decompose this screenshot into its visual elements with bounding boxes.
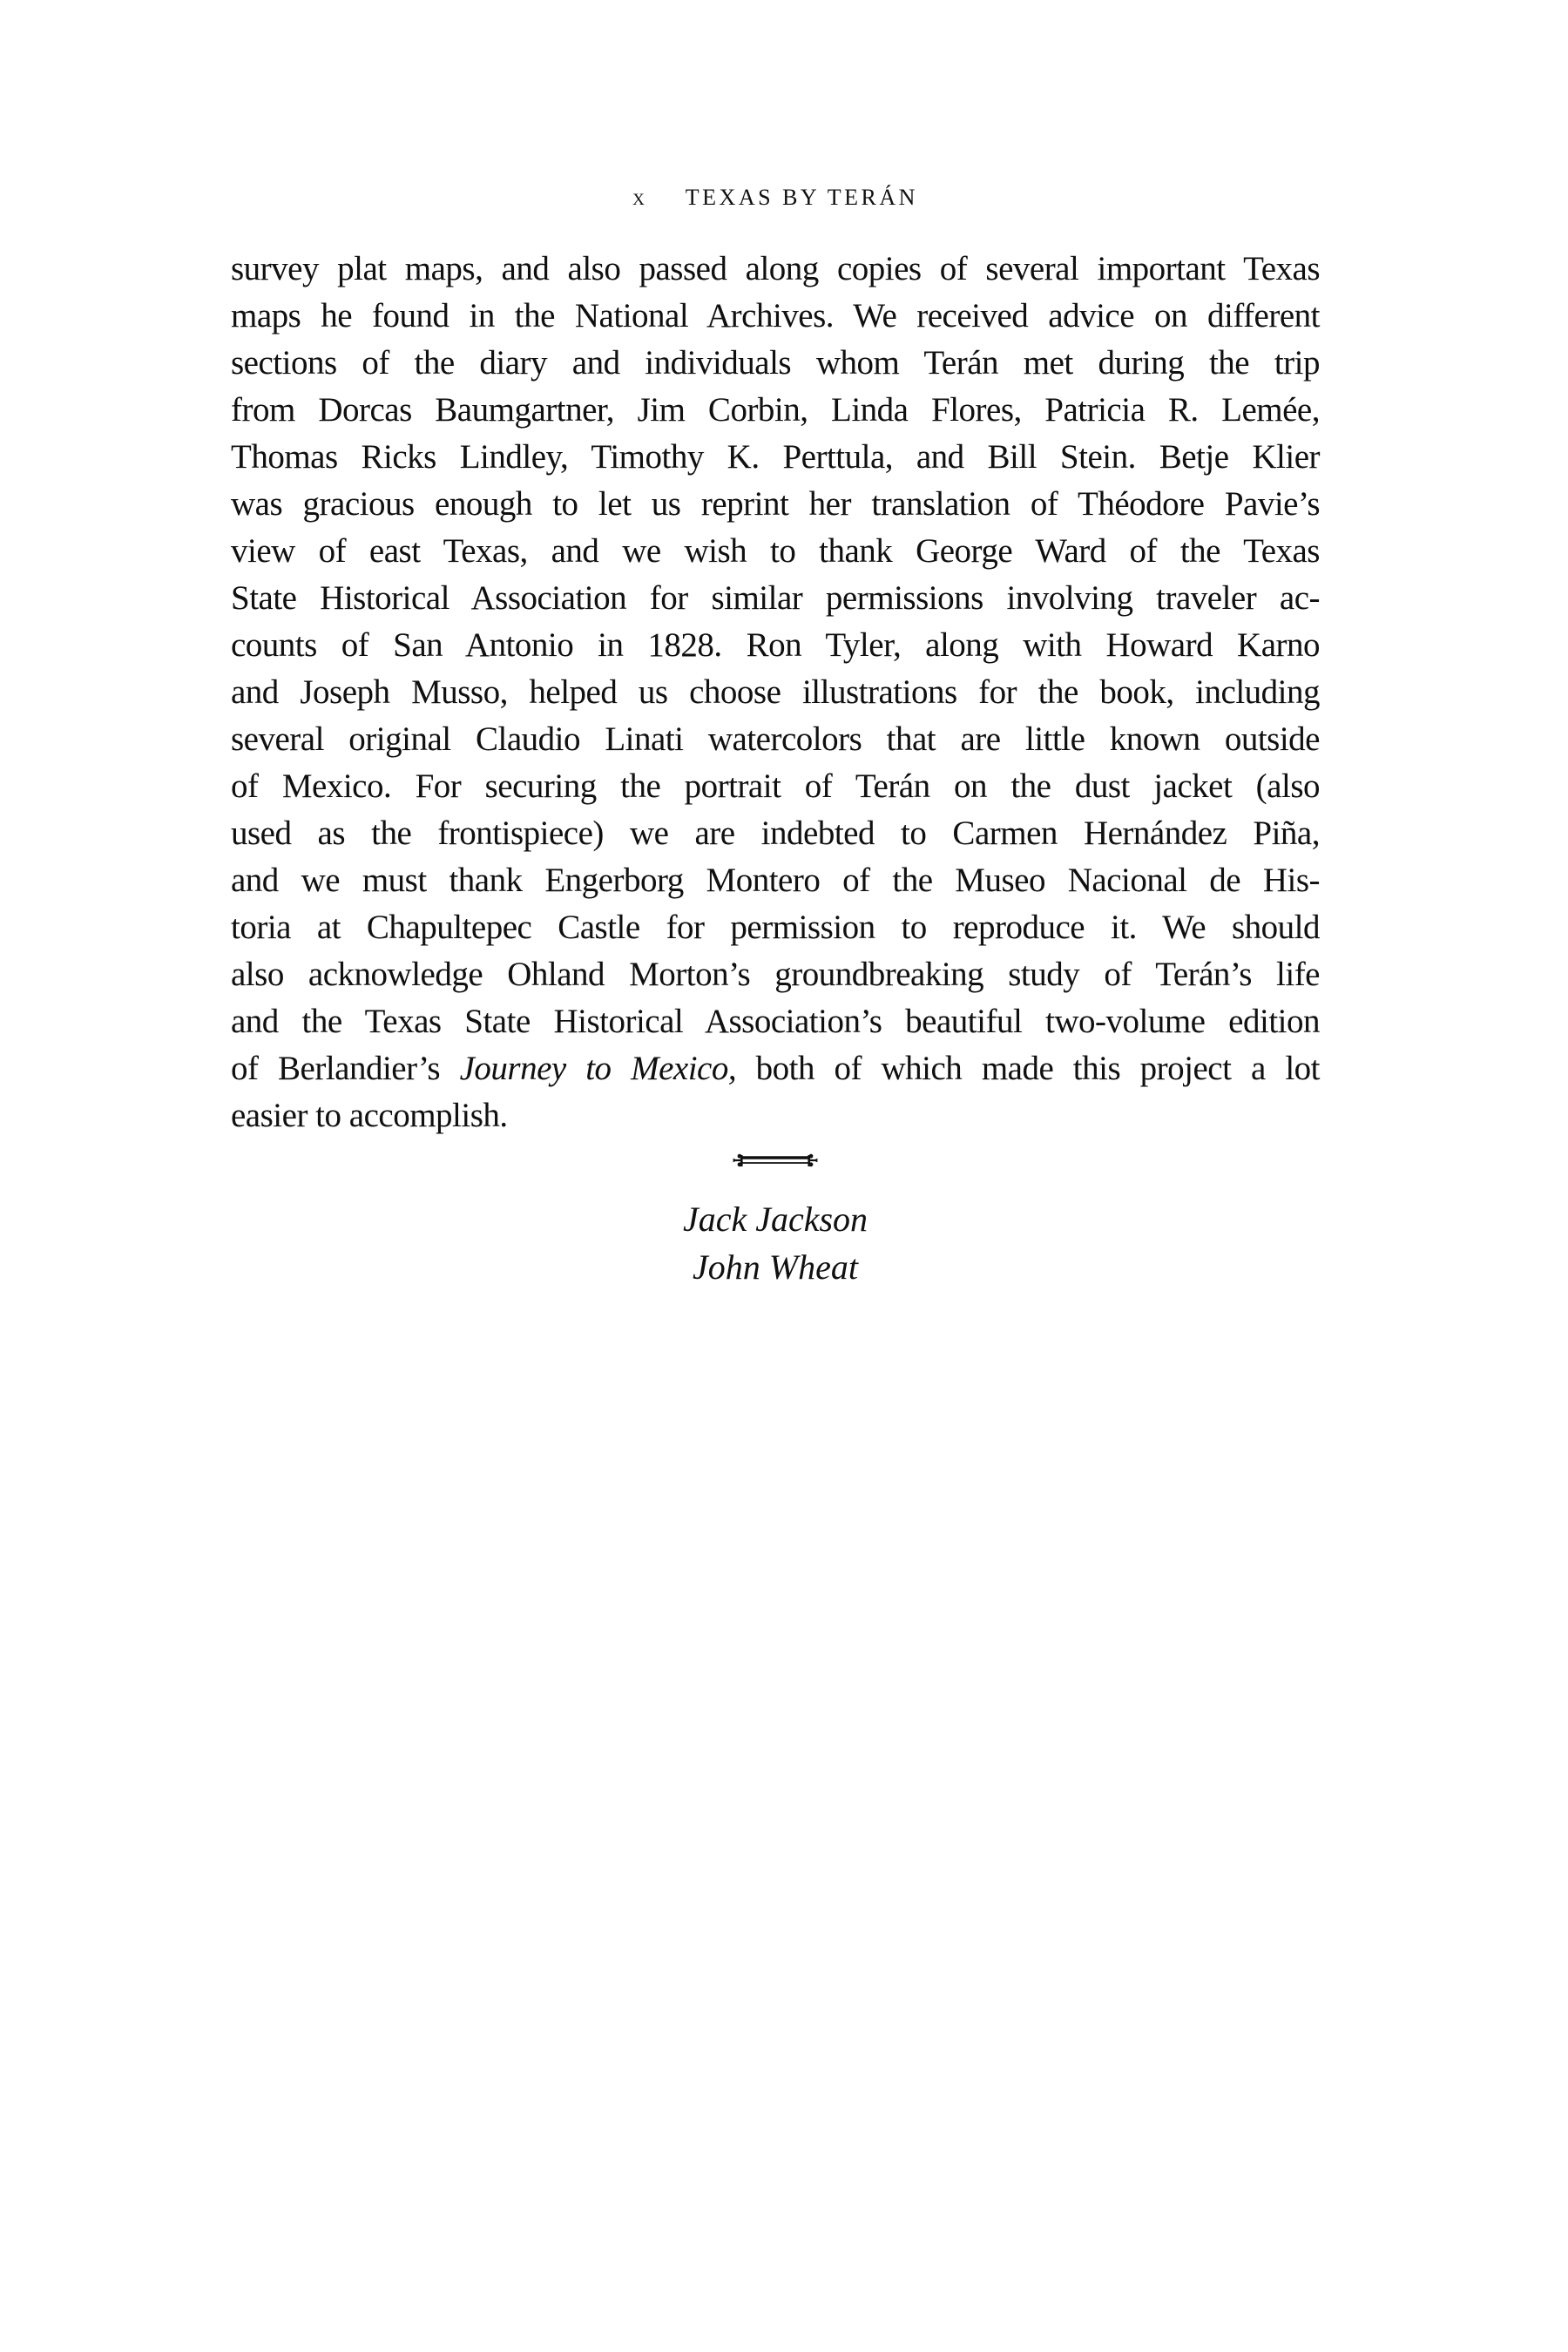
paragraph-line: easier to accomplish. — [231, 1097, 508, 1134]
paragraph-line: survey plat maps, and also passed along copies of several important Texas — [231, 250, 1320, 287]
page-number: x — [632, 184, 647, 210]
paragraph-line: sections of the diary and individuals whom Terán met during the trip — [231, 344, 1320, 382]
paragraph — [231, 246, 1320, 1139]
paragraph-line: Thomas Ricks Lindley, Timothy K. Perttula, and Bill Stein. Betje Klier — [231, 438, 1320, 476]
paragraph-line: also acknowledge Ohland Morton’s groundbreaking study of Terán’s life — [231, 956, 1320, 993]
running-title: TEXAS BY TERÁN — [685, 185, 918, 210]
section-divider — [231, 1153, 1320, 1168]
signature-block — [231, 1195, 1320, 1291]
paragraph-line: State Historical Association for similar permissions involving traveler ac- — [231, 579, 1320, 617]
paragraph-line: and Joseph Musso, helped us choose illustrations for the book, including — [231, 673, 1320, 711]
signature-john-wheat: John Wheat — [693, 1247, 858, 1287]
paragraph-line: of Berlandier’s Journey to Mexico, both of which made this project a lot — [231, 1050, 1320, 1087]
paragraph-line: used as the frontispiece) we are indebted to Carmen Hernández Piña, — [231, 814, 1320, 852]
signature-jack-jackson: Jack Jackson — [682, 1200, 868, 1239]
paragraph-line: of Mexico. For securing the portrait of Terán on the dust jacket (also — [231, 767, 1320, 805]
running-header — [231, 184, 1320, 211]
paragraph-line: several original Claudio Linati watercolors that are little known outside — [231, 720, 1320, 758]
paragraph-line: view of east Texas, and we wish to thank George Ward of the Texas — [231, 532, 1320, 570]
paragraph-line: toria at Chapultepec Castle for permission to reproduce it. We should — [231, 909, 1320, 946]
paragraph-line: maps he found in the National Archives. We received advice on different — [231, 297, 1320, 335]
paragraph-line: was gracious enough to let us reprint her translation of Théodore Pavie’s — [231, 485, 1320, 523]
paragraph-line: from Dorcas Baumgartner, Jim Corbin, Linda Flores, Patricia R. Lemée, — [231, 391, 1320, 429]
paragraph-line: counts of San Antonio in 1828. Ron Tyler, along with Howard Karno — [231, 626, 1320, 664]
paragraph-line: and we must thank Engerborg Montero of the Museo Nacional de His- — [231, 862, 1320, 899]
double-rule-arrow-ornament-icon — [733, 1153, 818, 1168]
paragraph-line: and the Texas State Historical Association’s beautiful two-volume edition — [231, 1003, 1320, 1040]
